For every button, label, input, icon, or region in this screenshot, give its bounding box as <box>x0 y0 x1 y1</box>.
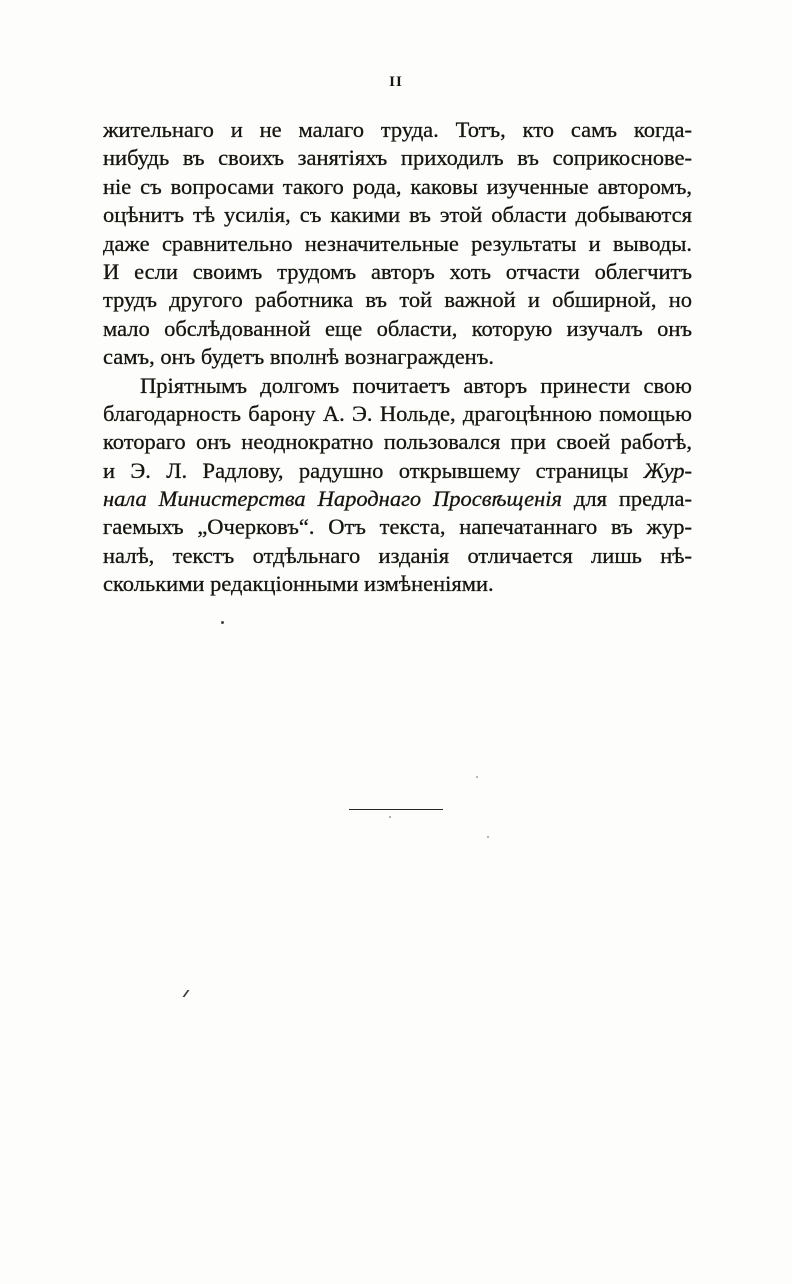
section-divider-rule <box>349 809 443 810</box>
text-line-content: жительнаго и не малаго труда. Тотъ, кто самъ когда- <box>103 117 692 142</box>
text-line <box>103 116 692 144</box>
scan-speck <box>183 990 197 997</box>
text-line-paragraph-end <box>103 570 692 598</box>
text-line-content: оцѣнитъ тѣ усилія, съ какими въ этой области добываются <box>103 202 692 228</box>
text-line-content: ніе съ вопросами такого рода, каковы изученные авторомъ, <box>103 173 692 199</box>
journal-title-italic: нала Министерства Народнаго Просвѣщенія <box>103 486 562 512</box>
text-line-content: И если своимъ трудомъ авторъ хоть отчасти облегчитъ <box>103 258 692 284</box>
text-line <box>103 457 692 485</box>
scan-speck <box>487 836 489 838</box>
text-line-content: налѣ, текстъ отдѣльнаго изданія отличается лишь нѣ- <box>103 542 692 568</box>
text-line-paragraph-end <box>103 343 692 371</box>
journal-title-italic: Жур- <box>643 457 692 483</box>
text-line-paragraph-start <box>103 372 692 400</box>
text-line-content: самъ, онъ будетъ вполнѣ вознагражденъ. <box>103 344 494 370</box>
text-line-content: для предла- <box>561 486 692 512</box>
scan-speck <box>389 816 391 818</box>
text-line <box>103 258 692 286</box>
text-line-content: Пріятнымъ долгомъ почитаетъ авторъ принести свою <box>140 372 692 398</box>
text-line-content: гаемыхъ „Очерковъ“. Отъ текста, напечатаннаго въ жур- <box>103 514 692 540</box>
page-number: II <box>389 74 403 90</box>
scan-speck <box>221 621 224 624</box>
text-line-content: котораго онъ неоднократно пользовался при своей работѣ, <box>103 429 692 455</box>
text-line <box>103 286 692 314</box>
text-line <box>103 230 692 258</box>
text-line <box>103 485 692 513</box>
text-line <box>103 428 692 456</box>
text-line <box>103 201 692 229</box>
text-line-content: даже сравнительно незначительные результаты и выводы. <box>103 230 692 256</box>
text-line <box>103 542 692 570</box>
scan-speck <box>476 776 478 778</box>
text-line-content: и Э. Л. Радлову, радушно открывшему страницы <box>103 457 644 483</box>
text-line-content: мало обслѣдованной еще области, которую изучалъ онъ <box>103 315 692 341</box>
text-line <box>103 315 692 343</box>
text-line <box>103 173 692 201</box>
text-line <box>103 513 692 541</box>
text-line-content: трудъ другого работника въ той важной и обширной, но <box>103 287 692 313</box>
text-line-content: нибудь въ своихъ занятіяхъ приходилъ въ соприкоснове- <box>103 145 692 171</box>
text-line-content: благодарность барону А. Э. Нольде, драгоцѣнною помощью <box>103 400 692 426</box>
preface-text-block <box>103 116 692 599</box>
text-line <box>103 144 692 172</box>
text-line <box>103 400 692 428</box>
text-line-content: сколькими редакціонными измѣненіями. <box>103 571 494 597</box>
